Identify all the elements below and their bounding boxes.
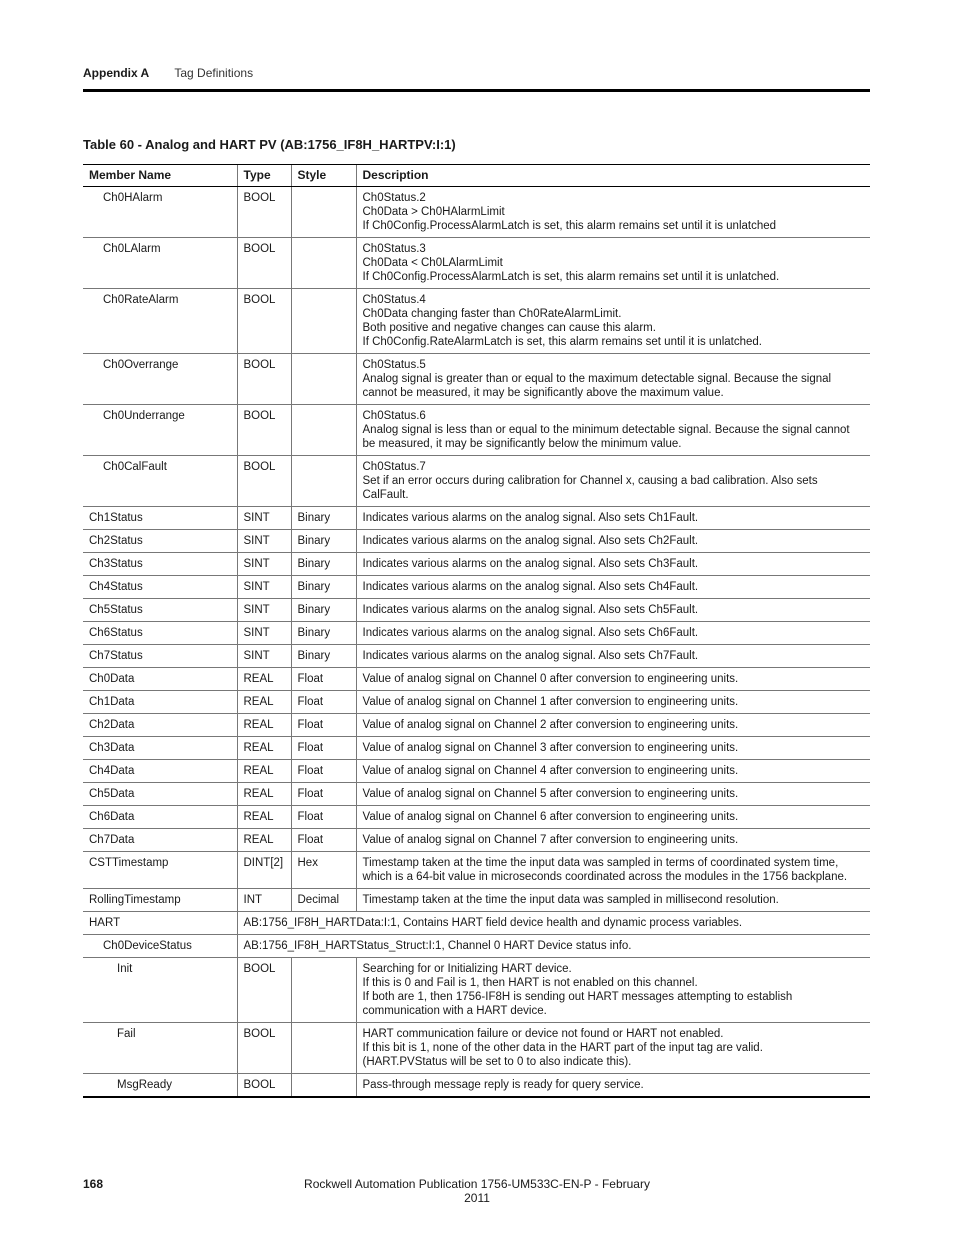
table-row [83, 553, 870, 576]
type-cell: BOOL [237, 456, 291, 507]
type-cell: BOOL [237, 354, 291, 405]
member-name-cell: Ch1Status [83, 507, 237, 530]
style-cell: Float [291, 691, 356, 714]
description-cell: Value of analog signal on Channel 4 after conversion to engineering units. [356, 760, 870, 783]
type-cell: REAL [237, 714, 291, 737]
column-header-member-name: Member Name [83, 165, 237, 187]
table-row [83, 852, 870, 889]
member-name-cell: Ch0DeviceStatus [83, 935, 237, 958]
member-name-cell: Ch3Status [83, 553, 237, 576]
table-row [83, 622, 870, 645]
column-header-description: Description [356, 165, 870, 187]
table-row [83, 935, 870, 958]
member-name-cell: Ch0LAlarm [83, 238, 237, 289]
table-row [83, 829, 870, 852]
style-cell: Binary [291, 645, 356, 668]
type-cell: BOOL [237, 289, 291, 354]
description-cell: HART communication failure or device not found or HART not enabled. If this bit is 1, none of the other data in the HART part of the input tag are valid. (HART.PVStatus will be set to 0 to also indicate this). [356, 1023, 870, 1074]
table-row [83, 645, 870, 668]
table-row [83, 760, 870, 783]
member-name-cell: Ch2Data [83, 714, 237, 737]
table-row [83, 806, 870, 829]
style-cell [291, 1023, 356, 1074]
type-cell: BOOL [237, 238, 291, 289]
publication-info: Rockwell Automation Publication 1756-UM533C-EN-P - February 2011 [304, 1177, 650, 1205]
table-row [83, 691, 870, 714]
member-name-cell: Fail [83, 1023, 237, 1074]
style-cell [291, 958, 356, 1023]
column-header-type: Type [237, 165, 291, 187]
tag-definition-table [83, 164, 870, 1098]
member-name-cell: Init [83, 958, 237, 1023]
type-cell: REAL [237, 829, 291, 852]
type-cell: DINT[2] [237, 852, 291, 889]
table-row [83, 289, 870, 354]
style-cell: Float [291, 737, 356, 760]
table-row [83, 737, 870, 760]
style-cell: Float [291, 783, 356, 806]
member-name-cell: CSTTimestamp [83, 852, 237, 889]
style-cell [291, 456, 356, 507]
type-cell: REAL [237, 737, 291, 760]
member-name-cell: Ch0Data [83, 668, 237, 691]
description-cell: Indicates various alarms on the analog signal. Also sets Ch3Fault. [356, 553, 870, 576]
table-row [83, 405, 870, 456]
style-cell [291, 1074, 356, 1098]
style-cell [291, 238, 356, 289]
member-name-cell: Ch0CalFault [83, 456, 237, 507]
section-title: Tag Definitions [174, 66, 254, 80]
style-cell: Float [291, 829, 356, 852]
table-row [83, 238, 870, 289]
description-cell: Ch0Status.7 Set if an error occurs during calibration for Channel x, causing a bad calibration. Also sets CalFault. [356, 456, 870, 507]
table-header-row [83, 165, 870, 187]
type-cell: REAL [237, 783, 291, 806]
type-cell: SINT [237, 645, 291, 668]
description-cell: Value of analog signal on Channel 2 after conversion to engineering units. [356, 714, 870, 737]
table-row [83, 354, 870, 405]
style-cell: Float [291, 760, 356, 783]
description-cell: Searching for or Initializing HART device. If this is 0 and Fail is 1, then HART is not enabled on this channel. If both are 1, then 1756-IF8H is sending out HART messages attempting to establish communication with a HART device. [356, 958, 870, 1023]
type-cell: SINT [237, 576, 291, 599]
style-cell: Binary [291, 576, 356, 599]
description-cell: Ch0Status.6 Analog signal is less than or equal to the minimum detectable signal. Because the signal cannot be measured, it may be significantly below the minimum value. [356, 405, 870, 456]
type-cell: REAL [237, 668, 291, 691]
table-row [83, 668, 870, 691]
style-cell: Binary [291, 507, 356, 530]
style-cell: Binary [291, 622, 356, 645]
table-row [83, 507, 870, 530]
description-cell: Indicates various alarms on the analog signal. Also sets Ch6Fault. [356, 622, 870, 645]
style-cell [291, 187, 356, 238]
table-row [83, 958, 870, 1023]
table-row [83, 714, 870, 737]
description-cell: Value of analog signal on Channel 3 after conversion to engineering units. [356, 737, 870, 760]
column-header-style: Style [291, 165, 356, 187]
type-cell: SINT [237, 599, 291, 622]
description-cell: Value of analog signal on Channel 0 after conversion to engineering units. [356, 668, 870, 691]
member-name-cell: Ch0Overrange [83, 354, 237, 405]
member-name-cell: Ch4Data [83, 760, 237, 783]
table-row [83, 599, 870, 622]
member-name-cell: Ch2Status [83, 530, 237, 553]
member-name-cell: MsgReady [83, 1074, 237, 1098]
type-cell: BOOL [237, 958, 291, 1023]
description-cell: Indicates various alarms on the analog signal. Also sets Ch2Fault. [356, 530, 870, 553]
table-row [83, 912, 870, 935]
member-name-cell: Ch7Data [83, 829, 237, 852]
style-cell: Float [291, 714, 356, 737]
style-cell [291, 405, 356, 456]
table-row [83, 456, 870, 507]
type-cell: BOOL [237, 1023, 291, 1074]
description-cell: Value of analog signal on Channel 6 after conversion to engineering units. [356, 806, 870, 829]
appendix-label: Appendix A [83, 66, 150, 80]
type-cell: BOOL [237, 405, 291, 456]
member-name-cell: Ch1Data [83, 691, 237, 714]
description-cell: Ch0Status.5 Analog signal is greater than or equal to the maximum detectable signal. Because the signal cannot be measured, it may be significantly above the maximum value. [356, 354, 870, 405]
style-cell [291, 354, 356, 405]
style-cell: Binary [291, 530, 356, 553]
description-cell: Indicates various alarms on the analog signal. Also sets Ch5Fault. [356, 599, 870, 622]
table-row [83, 530, 870, 553]
type-cell: SINT [237, 507, 291, 530]
description-cell: Timestamp taken at the time the input data was sampled in terms of coordinated system time, which is a 64-bit value in microseconds coordinated across the modules in the 1756 backplane. [356, 852, 870, 889]
type-cell: REAL [237, 806, 291, 829]
type-cell: SINT [237, 622, 291, 645]
description-cell: Value of analog signal on Channel 5 after conversion to engineering units. [356, 783, 870, 806]
table-row [83, 783, 870, 806]
member-name-cell: Ch5Status [83, 599, 237, 622]
type-cell: SINT [237, 553, 291, 576]
type-cell: REAL [237, 760, 291, 783]
page-number: 168 [83, 1177, 104, 1191]
type-cell: INT [237, 889, 291, 912]
table-row [83, 1074, 870, 1098]
style-cell: Decimal [291, 889, 356, 912]
description-cell: Indicates various alarms on the analog signal. Also sets Ch7Fault. [356, 645, 870, 668]
member-name-cell: Ch6Data [83, 806, 237, 829]
description-cell: Indicates various alarms on the analog signal. Also sets Ch4Fault. [356, 576, 870, 599]
member-name-cell: Ch7Status [83, 645, 237, 668]
description-cell: Value of analog signal on Channel 1 after conversion to engineering units. [356, 691, 870, 714]
table-title: Table 60 - Analog and HART PV (AB:1756_IF8H_HARTPV:I:1) [83, 137, 456, 152]
member-name-cell: RollingTimestamp [83, 889, 237, 912]
description-cell: Value of analog signal on Channel 7 after conversion to engineering units. [356, 829, 870, 852]
table-row [83, 187, 870, 238]
member-name-cell: Ch5Data [83, 783, 237, 806]
description-cell: Ch0Status.2 Ch0Data > Ch0HAlarmLimit If Ch0Config.ProcessAlarmLatch is set, this alarm remains set until it is unlatched [356, 187, 870, 238]
table-row [83, 1023, 870, 1074]
style-cell: Binary [291, 599, 356, 622]
table-row [83, 889, 870, 912]
style-cell: Float [291, 806, 356, 829]
type-cell: SINT [237, 530, 291, 553]
description-cell: AB:1756_IF8H_HARTStatus_Struct:I:1, Channel 0 HART Device status info. [237, 935, 870, 958]
description-cell: Ch0Status.3 Ch0Data < Ch0LAlarmLimit If Ch0Config.ProcessAlarmLatch is set, this alarm remains set until it is unlatched. [356, 238, 870, 289]
description-cell: Timestamp taken at the time the input data was sampled in millisecond resolution. [356, 889, 870, 912]
type-cell: REAL [237, 691, 291, 714]
type-cell: BOOL [237, 187, 291, 238]
member-name-cell: Ch3Data [83, 737, 237, 760]
member-name-cell: Ch6Status [83, 622, 237, 645]
style-cell: Float [291, 668, 356, 691]
table-row [83, 576, 870, 599]
description-cell: Ch0Status.4 Ch0Data changing faster than Ch0RateAlarmLimit. Both positive and negative changes can cause this alarm. If Ch0Config.RateAlarmLatch is set, this alarm remains set until it is unlatched. [356, 289, 870, 354]
member-name-cell: Ch0HAlarm [83, 187, 237, 238]
page-header [83, 66, 253, 80]
description-cell: Pass-through message reply is ready for query service. [356, 1074, 870, 1098]
member-name-cell: HART [83, 912, 237, 935]
style-cell [291, 289, 356, 354]
style-cell: Hex [291, 852, 356, 889]
type-cell: BOOL [237, 1074, 291, 1098]
member-name-cell: Ch4Status [83, 576, 237, 599]
style-cell: Binary [291, 553, 356, 576]
description-cell: AB:1756_IF8H_HARTData:I:1, Contains HART field device health and dynamic process variables. [237, 912, 870, 935]
member-name-cell: Ch0RateAlarm [83, 289, 237, 354]
description-cell: Indicates various alarms on the analog signal. Also sets Ch1Fault. [356, 507, 870, 530]
header-rule [83, 89, 870, 92]
member-name-cell: Ch0Underrange [83, 405, 237, 456]
